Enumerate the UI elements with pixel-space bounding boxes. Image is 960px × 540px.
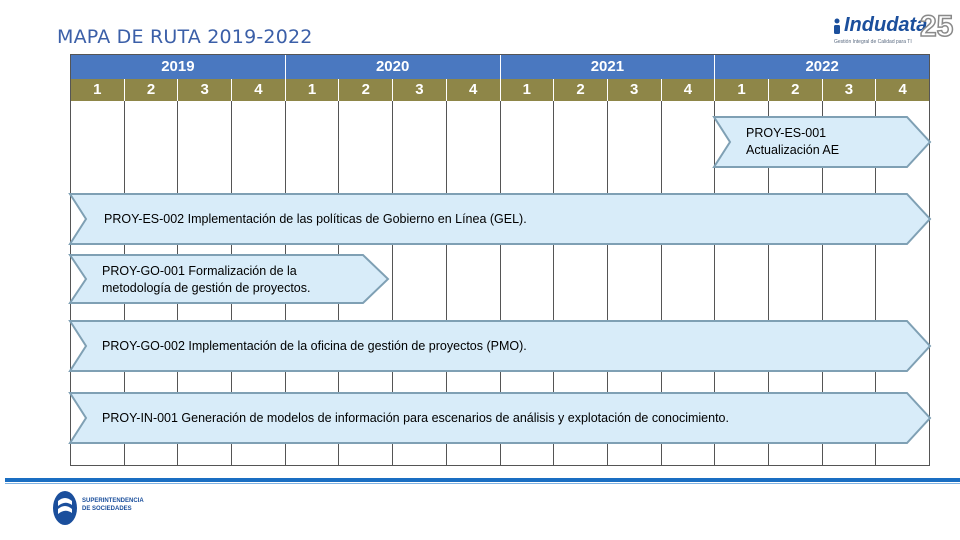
supersociedades-line1: SUPERINTENDENCIA <box>82 498 144 504</box>
page-title: MAPA DE RUTA 2019-2022 <box>57 26 313 48</box>
project-name: metodología de gestión de proyectos. <box>102 281 311 295</box>
project-label-go-002 <box>102 338 527 355</box>
year-header: 2020 <box>285 55 500 79</box>
project-name: PROY-GO-002 Implementación de la oficina de gestión de proyectos (PMO). <box>102 339 527 353</box>
quarter-header: 3 <box>177 79 231 101</box>
quarter-header: 1 <box>71 79 124 101</box>
quarter-header: 1 <box>714 79 768 101</box>
quarter-header: 4 <box>661 79 715 101</box>
quarter-header: 3 <box>607 79 661 101</box>
project-label-go-001 <box>102 263 310 297</box>
quarter-header: 2 <box>124 79 178 101</box>
year-header: 2022 <box>714 55 929 79</box>
quarter-header: 3 <box>392 79 446 101</box>
year-header: 2019 <box>71 55 285 79</box>
quarter-header: 2 <box>768 79 822 101</box>
quarter-header: 3 <box>822 79 876 101</box>
footer-divider-thin <box>5 483 960 484</box>
supersociedades-line2: DE SOCIEDADES <box>82 506 132 512</box>
project-name: Actualización AE <box>746 143 840 157</box>
brand-name: Indudata <box>844 14 928 36</box>
project-code: PROY-ES-001 <box>746 126 827 140</box>
brand-tagline: Gestión Integral de Calidad para TI <box>834 39 912 45</box>
year-header: 2021 <box>500 55 715 79</box>
project-label-es-002 <box>104 211 527 228</box>
quarter-header: 1 <box>285 79 339 101</box>
project-label-es-001 <box>746 125 839 159</box>
supersociedades-text <box>82 497 144 513</box>
footer-divider <box>5 478 960 482</box>
project-code: PROY-GO-001 Formalización de la <box>102 264 297 278</box>
project-name: PROY-IN-001 Generación de modelos de información para escenarios de análisis y explotación de conocimiento. <box>102 411 729 425</box>
quarter-header: 4 <box>875 79 929 101</box>
supersociedades-logo <box>52 489 152 529</box>
project-name: PROY-ES-002 Implementación de las políticas de Gobierno en Línea (GEL). <box>104 212 527 226</box>
quarter-header: 1 <box>500 79 554 101</box>
quarter-header: 2 <box>553 79 607 101</box>
supersociedades-emblem-icon <box>52 489 78 527</box>
quarter-header: 4 <box>231 79 285 101</box>
quarter-header: 4 <box>446 79 500 101</box>
brand-anniversary: 25 <box>920 10 954 43</box>
quarter-header: 2 <box>338 79 392 101</box>
project-label-in-001 <box>102 410 729 427</box>
